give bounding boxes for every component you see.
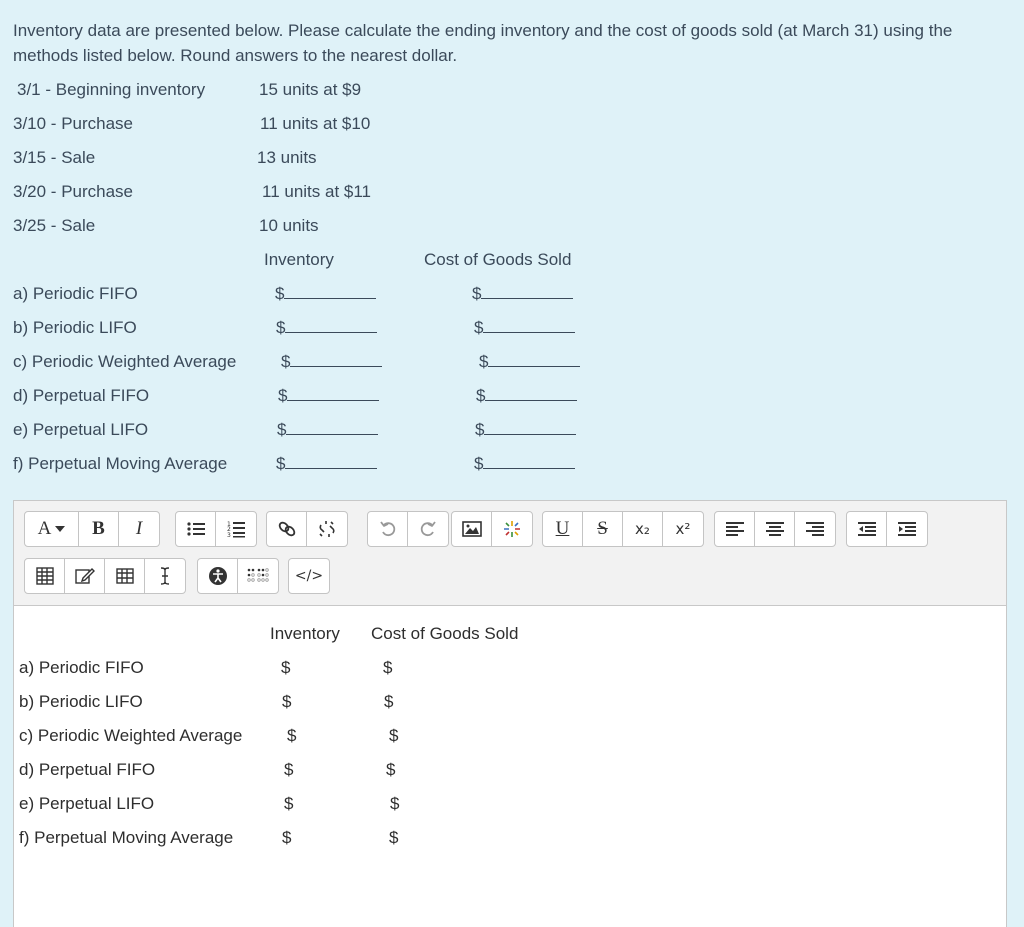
accessibility-icon: [208, 566, 228, 586]
transaction-label: 3/10 - Purchase: [13, 114, 134, 133]
underline-button[interactable]: [543, 512, 583, 546]
undo-icon: [379, 520, 397, 538]
italic-button[interactable]: [119, 512, 159, 546]
dollar-sign: $: [474, 454, 484, 473]
italic-label: I: [135, 518, 143, 539]
answer-method-label: d) Perpetual FIFO: [19, 760, 156, 779]
redo-button[interactable]: [408, 512, 448, 546]
transaction-detail: 15 units at $9: [259, 80, 362, 99]
dollar-sign: $: [277, 420, 287, 439]
bold-label: B: [92, 518, 105, 539]
font-size-label: A: [37, 518, 52, 539]
question-intro: Inventory data are presented below. Please calculate the ending inventory and the cost of goods sold (at March 31) using the methods listed below. Round answers to the nearest dollar.: [13, 21, 953, 65]
unlink-icon: [317, 519, 337, 539]
bold-button[interactable]: [79, 512, 119, 546]
align-group: [714, 511, 836, 547]
dollar-sign: $: [276, 454, 286, 473]
history-group: [367, 511, 449, 547]
insert-image-button[interactable]: [452, 512, 492, 546]
accessibility-group: [197, 558, 279, 594]
link-button[interactable]: [267, 512, 307, 546]
method-label: d) Perpetual FIFO: [13, 386, 150, 405]
answer-method-label: e) Perpetual LIFO: [19, 794, 155, 813]
answer-editor: [13, 500, 1007, 927]
chevron-down-icon: [55, 526, 65, 532]
answer-cogs-dollar: $: [386, 760, 396, 779]
answer-method-label: c) Periodic Weighted Average: [19, 726, 243, 745]
transaction-detail: 11 units at $10: [260, 114, 371, 133]
align-right-button[interactable]: [795, 512, 835, 546]
dollar-sign: $: [281, 352, 291, 371]
align-right-icon: [806, 521, 824, 537]
align-center-button[interactable]: [755, 512, 795, 546]
indent-group: [846, 511, 928, 547]
html-group: [288, 558, 330, 594]
answer-inventory-dollar: $: [284, 794, 294, 813]
transaction-label: 3/1 - Beginning inventory: [17, 80, 206, 99]
answer-cogs-dollar: $: [389, 726, 399, 745]
numbered-list-button[interactable]: [216, 512, 256, 546]
cogs-blank: [479, 351, 580, 373]
editor-toolbar: [14, 501, 1006, 606]
answer-inventory-dollar: $: [281, 658, 291, 677]
cogs-blank: [476, 385, 577, 407]
dollar-sign: $: [474, 318, 484, 337]
list-group: [175, 511, 257, 547]
dollar-sign: $: [278, 386, 288, 405]
undo-button[interactable]: [368, 512, 408, 546]
method-label: a) Periodic FIFO: [13, 284, 138, 303]
inventory-blank: [275, 283, 376, 305]
answer-method-label: b) Periodic LIFO: [19, 692, 143, 711]
inventory-blank: [277, 419, 378, 441]
answer-cogs-dollar: $: [384, 692, 394, 711]
inventory-blank: [281, 351, 382, 373]
answer-inventory-header: Inventory: [270, 624, 340, 643]
inventory-blank: [278, 385, 379, 407]
method-label: c) Periodic Weighted Average: [13, 352, 237, 371]
html-label: </>: [294, 568, 324, 584]
image-icon: [462, 521, 482, 537]
align-left-button[interactable]: [715, 512, 755, 546]
strikethrough-button[interactable]: [583, 512, 623, 546]
transaction-detail: 11 units at $11: [262, 182, 372, 201]
svg-text:1: 1: [227, 521, 231, 528]
cogs-blank: [474, 453, 575, 475]
inventory-header: Inventory: [264, 250, 334, 269]
html-source-button[interactable]: [289, 559, 329, 593]
answer-cogs-dollar: $: [383, 658, 393, 677]
subscript-button[interactable]: [623, 512, 663, 546]
dollar-sign: $: [475, 420, 485, 439]
inventory-blank: [276, 317, 377, 339]
transaction-label: 3/25 - Sale: [13, 216, 96, 235]
answer-cogs-dollar: $: [389, 828, 399, 847]
transaction-detail: 10 units: [259, 216, 319, 235]
answer-cogs-dollar: $: [390, 794, 400, 813]
indent-icon: [898, 521, 916, 537]
braille-icon: [247, 568, 269, 584]
align-center-icon: [766, 521, 784, 537]
accessibility-button[interactable]: [198, 559, 238, 593]
answer-inventory-dollar: $: [282, 692, 292, 711]
cogs-header: Cost of Goods Sold: [424, 250, 572, 269]
answer-inventory-dollar: $: [287, 726, 297, 745]
table-properties-icon: [116, 568, 134, 584]
answer-inventory-dollar: $: [282, 828, 292, 847]
method-label: b) Periodic LIFO: [13, 318, 137, 337]
braille-button[interactable]: [238, 559, 278, 593]
unlink-button[interactable]: [307, 512, 347, 546]
cogs-blank: [474, 317, 575, 339]
numbered-list-icon: [227, 520, 245, 538]
edit-icon: [75, 567, 95, 585]
answer-method-label: f) Perpetual Moving Average: [19, 828, 234, 847]
superscript-button[interactable]: [663, 512, 703, 546]
answer-cogs-header: Cost of Goods Sold: [371, 624, 519, 643]
dollar-sign: $: [275, 284, 285, 303]
font-style-group: [24, 511, 160, 547]
table-group: [24, 558, 186, 594]
svg-text:2: 2: [227, 526, 231, 533]
strikethrough-label: S: [597, 518, 608, 539]
method-label: f) Perpetual Moving Average: [13, 454, 228, 473]
redo-icon: [419, 520, 437, 538]
font-size-button[interactable]: [25, 512, 79, 546]
outdent-icon: [858, 521, 876, 537]
cogs-blank: [475, 419, 576, 441]
answer-inventory-dollar: $: [284, 760, 294, 779]
transaction-detail: 13 units: [257, 148, 317, 167]
svg-text:3: 3: [227, 532, 231, 538]
inventory-blank: [276, 453, 377, 475]
bullet-list-button[interactable]: [176, 512, 216, 546]
underline-label: U: [555, 518, 570, 539]
dollar-sign: $: [476, 386, 486, 405]
dollar-sign: $: [472, 284, 482, 303]
link-group: [266, 511, 348, 547]
insert-table-button[interactable]: [25, 559, 65, 593]
text-cursor-icon: [159, 566, 171, 586]
transaction-label: 3/20 - Purchase: [13, 182, 134, 201]
insert-media-button[interactable]: [492, 512, 532, 546]
edit-table-button[interactable]: [65, 559, 105, 593]
table-icon: [36, 567, 54, 585]
bullet-list-icon: [187, 521, 205, 537]
method-label: e) Perpetual LIFO: [13, 420, 149, 439]
dollar-sign: $: [479, 352, 489, 371]
align-left-icon: [726, 521, 744, 537]
link-icon: [277, 519, 297, 539]
outdent-button[interactable]: [847, 512, 887, 546]
indent-button[interactable]: [887, 512, 927, 546]
transaction-label: 3/15 - Sale: [13, 148, 96, 167]
superscript-label: x²: [675, 520, 691, 538]
text-cursor-button[interactable]: [145, 559, 185, 593]
answer-method-label: a) Periodic FIFO: [19, 658, 144, 677]
sparkle-icon: [502, 519, 522, 539]
cogs-blank: [472, 283, 573, 305]
text-format-group: [542, 511, 704, 547]
table-properties-button[interactable]: [105, 559, 145, 593]
subscript-label: x₂: [635, 520, 650, 538]
dollar-sign: $: [276, 318, 286, 337]
media-group: [451, 511, 533, 547]
